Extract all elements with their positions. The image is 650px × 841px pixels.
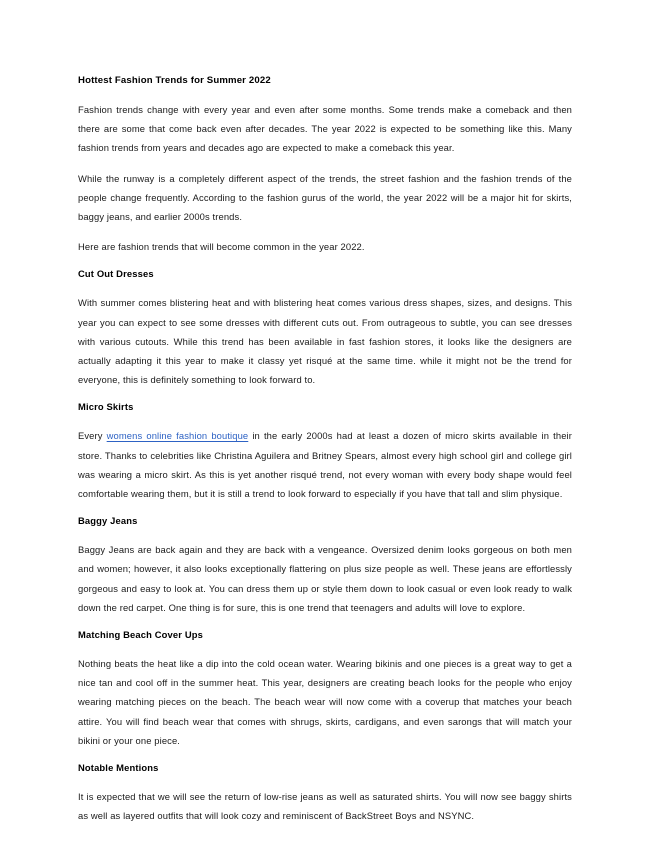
- intro-paragraph-3: Here are fashion trends that will become common in the year 2022.: [78, 241, 365, 253]
- section-body-micro-skirts: [78, 426, 572, 503]
- micro-skirts-text-after-link: in the early 2000s had at least a dozen of micro skirts available in their store. Thanks to celebrities like Christina Aguilera and Britney Spears, almost every high school girl and college girl was wearing a micro skirt. As this is yet another risqué trend, not every woman with every body shape would feel comfortable wearing them, but it is still a trend to look forward to especially if you have that tall and slim physique.: [78, 430, 572, 500]
- section-body-cut-out-dresses: With summer comes blistering heat and with blistering heat comes various dress shapes, sizes, and designs. This year you can expect to see some dresses with different cuts out. From outrageous to subtle, you can see dresses with various cutouts. While this trend has been available in fast fashion stores, it looks like the designers are actually adapting it this year to make it classy yet risqué at the same time. while it might not be the trend for everyone, this is definitely something to look forward to.: [78, 297, 572, 386]
- section-body-matching-beach-cover-ups: Nothing beats the heat like a dip into the cold ocean water. Wearing bikinis and one pieces is a great way to get a nice tan and cool off in the summer heat. This year, designers are creating beach looks for the people who enjoy wearing matching pieces on the beach. The beach wear will now come with a coverup that matches your beach attire. You will find beach wear that comes with shrugs, skirts, cardigans, and even sarongs that will match your bikini or your one piece.: [78, 658, 572, 746]
- section-body-notable-mentions: It is expected that we will see the return of low-rise jeans as well as saturated shirts. You will now see baggy shirts as well as layered outfits that will look cozy and reminiscent of BackStreet Boys and NSYNC.: [78, 791, 572, 822]
- section-heading-matching-beach-cover-ups: Matching Beach Cover Ups: [78, 629, 203, 641]
- section-heading-baggy-jeans: Baggy Jeans: [78, 515, 138, 527]
- micro-skirts-text-before-link: Every: [78, 430, 107, 442]
- section-heading-notable-mentions: Notable Mentions: [78, 762, 159, 774]
- intro-paragraph-1: Fashion trends change with every year and even after some months. Some trends make a comeback and then there are some that come back even after decades. The year 2022 is expected to be something like this. Many fashion trends from years and decades ago are expected to make a comeback this year.: [78, 104, 572, 154]
- document-body: [78, 74, 572, 825]
- section-heading-cut-out-dresses: Cut Out Dresses: [78, 268, 154, 280]
- section-heading-micro-skirts: Micro Skirts: [78, 401, 134, 413]
- page-title: Hottest Fashion Trends for Summer 2022: [78, 75, 271, 86]
- section-body-baggy-jeans: Baggy Jeans are back again and they are back with a vengeance. Oversized denim looks gorgeous on both men and women; however, it also looks exceptionally flattering on plus size people as well. These jeans are effortlessly gorgeous and easy to look at. You can dress them up or style them down to look casual or even look ready to walk down the red carpet. One thing is for sure, this is one trend that teenagers and adults will love to explore.: [78, 544, 572, 613]
- womens-online-fashion-boutique-link[interactable]: womens online fashion boutique: [106, 430, 249, 442]
- intro-paragraph-2: While the runway is a completely different aspect of the trends, the street fashion and the fashion trends of the people change frequently. According to the fashion gurus of the world, the year 2022 will be a major hit for skirts, baggy jeans, and earlier 2000s trends.: [78, 172, 572, 223]
